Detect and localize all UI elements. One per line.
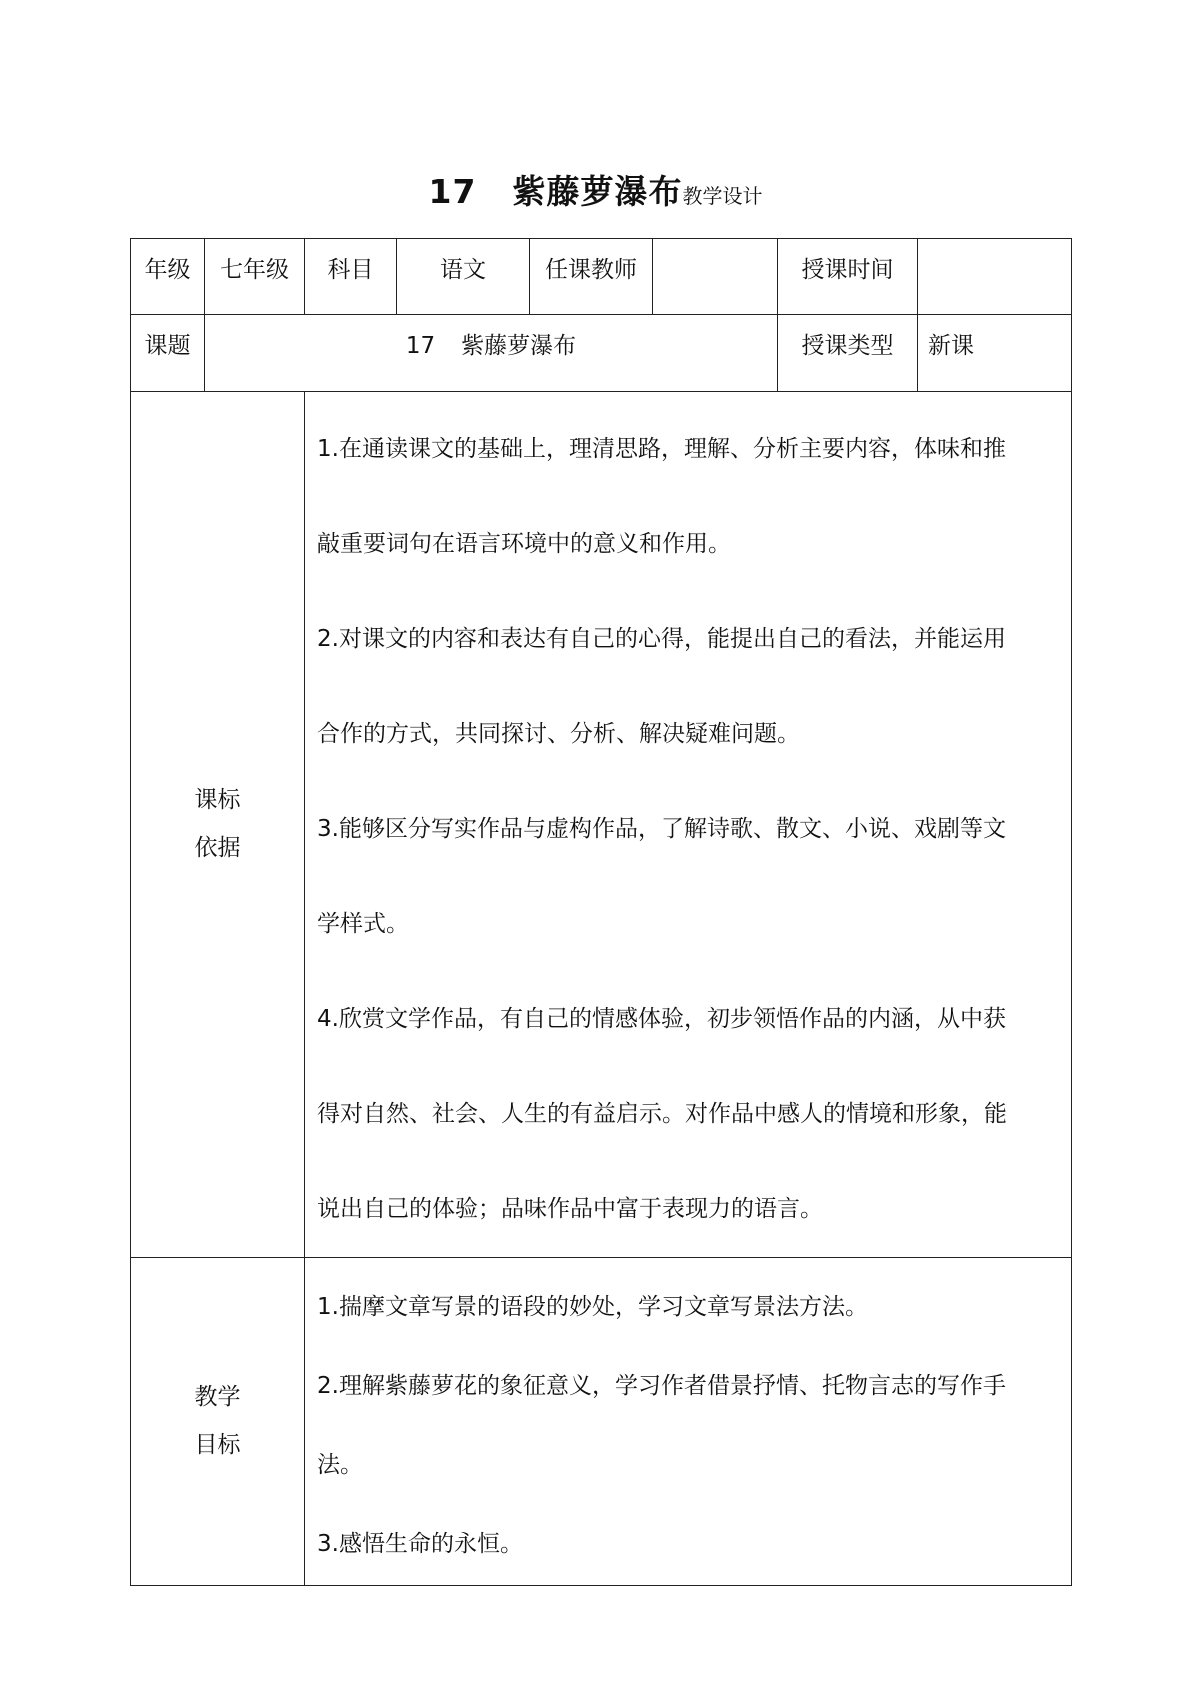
subject-label: 科目 [305, 239, 397, 315]
goals-line: 法。 [317, 1452, 363, 1478]
title-text: 紫藤萝瀑布 [512, 172, 683, 211]
table-row-header-info [131, 239, 1072, 315]
goals-line: 3.感悟生命的永恒。 [317, 1531, 523, 1557]
goals-label-line2: 目标 [194, 1431, 241, 1458]
standards-label-line1: 课标 [194, 786, 241, 813]
table-row-goals [131, 1258, 1072, 1586]
grade-label: 年级 [131, 239, 205, 315]
standards-line: 1.在通读课文的基础上，理清思路，理解、分析主要内容，体味和推 [317, 436, 1006, 462]
time-label: 授课时间 [778, 239, 918, 315]
teacher-value [653, 239, 778, 315]
standards-line: 合作的方式，共同探讨、分析、解决疑难问题。 [317, 721, 800, 747]
lesson-type-label: 授课类型 [778, 315, 918, 392]
table-row-standards [131, 392, 1072, 1258]
grade-value: 七年级 [205, 239, 305, 315]
title-suffix: 教学设计 [682, 184, 763, 208]
lesson-type-value: 新课 [918, 315, 1072, 392]
table-row-topic [131, 315, 1072, 392]
title-main [429, 172, 683, 211]
lesson-plan-table [130, 238, 1072, 1586]
topic-label: 课题 [131, 315, 205, 392]
standards-line: 敲重要词句在语言环境中的意义和作用。 [317, 531, 731, 557]
standards-line: 学样式。 [317, 911, 409, 937]
topic-value [205, 315, 778, 392]
topic-number: 17 [405, 333, 436, 359]
goals-content [305, 1258, 1072, 1586]
document-title [0, 166, 1191, 213]
standards-line: 得对自然、社会、人生的有益启示。对作品中感人的情境和形象，能 [317, 1101, 1007, 1127]
standards-label-line2: 依据 [194, 834, 241, 861]
standards-content [305, 392, 1072, 1258]
standards-line: 3.能够区分写实作品与虚构作品，了解诗歌、散文、小说、戏剧等文 [317, 816, 1006, 842]
goals-line: 2.理解紫藤萝花的象征意义，学习作者借景抒情、托物言志的写作手 [317, 1373, 1006, 1399]
standards-line: 说出自己的体验；品味作品中富于表现力的语言。 [317, 1196, 823, 1222]
subject-value: 语文 [397, 239, 530, 315]
topic-title: 紫藤萝瀑布 [461, 333, 577, 359]
teacher-label: 任课教师 [530, 239, 653, 315]
goals-label-line1: 教学 [194, 1383, 241, 1410]
goals-label [131, 1258, 305, 1586]
title-number: 17 [428, 172, 477, 211]
standards-line: 2.对课文的内容和表达有自己的心得，能提出自己的看法，并能运用 [317, 626, 1006, 652]
time-value [918, 239, 1072, 315]
standards-label [131, 392, 305, 1258]
goals-line: 1.揣摩文章写景的语段的妙处，学习文章写景法方法。 [317, 1294, 868, 1320]
standards-line: 4.欣赏文学作品，有自己的情感体验，初步领悟作品的内涵，从中获 [317, 1006, 1006, 1032]
